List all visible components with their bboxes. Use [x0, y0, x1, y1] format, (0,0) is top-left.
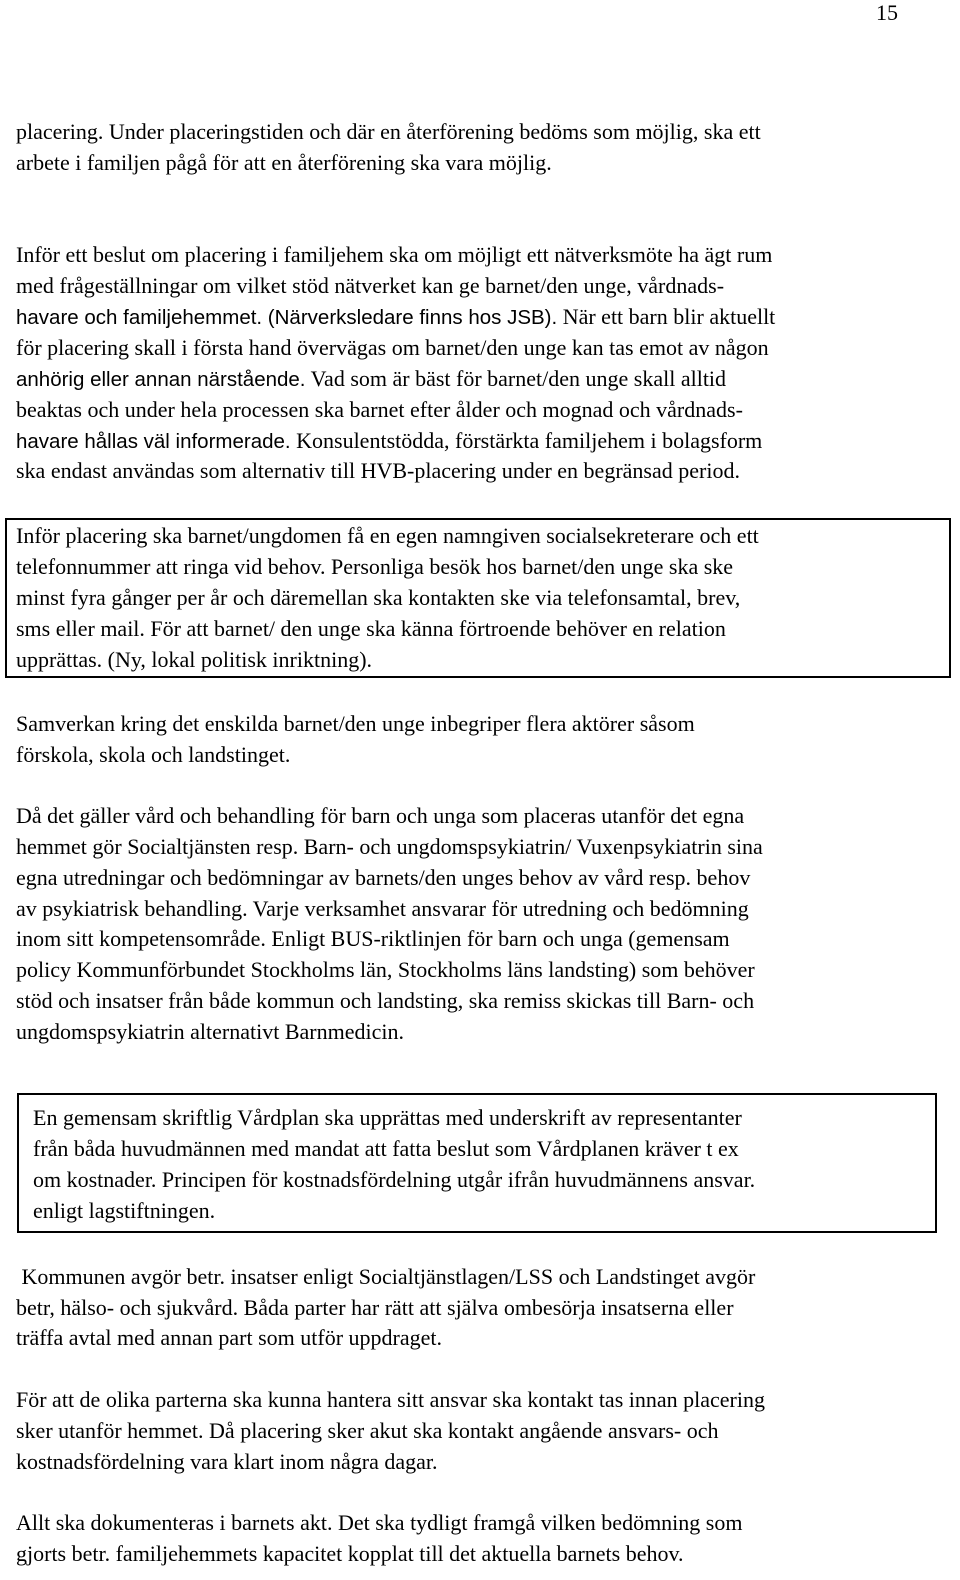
text-line: gjorts betr. familjehemmets kapacitet kopplat till det aktuella barnets behov. — [16, 1541, 684, 1566]
serif-segment: Konsulentstödda, förstärkta familjehem i bolagsform — [290, 428, 763, 453]
text-line: med frågeställningar om vilket stöd nätverket kan ge barnet/den unge, vårdnads- — [16, 273, 725, 298]
page-number: 15 — [876, 0, 898, 25]
text-line: betr, hälso- och sjukvård. Båda parter har rätt att själva ombesörja insatserna eller — [16, 1295, 734, 1320]
text-line: av psykiatrisk behandling. Varje verksamhet ansvarar för utredning och bedömning — [16, 896, 749, 921]
sans-segment: anhörig eller annan närstående. — [16, 368, 306, 391]
text-line: stöd och insatser från både kommun och landsting, ska remiss skickas till Barn- och — [16, 988, 755, 1013]
text-line: Då det gäller vård och behandling för barn och unga som placeras utanför det egna — [16, 803, 745, 828]
text-line: sms eller mail. För att barnet/ den unge ska känna förtroende behöver en relation — [16, 616, 726, 641]
text-line: arbete i familjen pågå för att en återförening ska vara möjlig. — [16, 150, 552, 175]
text-line: upprättas. (Ny, lokal politisk inriktning). — [16, 647, 373, 672]
serif-segment: Vad som är bäst för barnet/den unge skall alltid — [305, 366, 727, 391]
text-line: Allt ska dokumenteras i barnets akt. Det ska tydligt framgå vilken bedömning som — [16, 1510, 743, 1535]
text-line: Kommunen avgör betr. insatser enligt Socialtjänstlagen/LSS och Landstinget avgör — [16, 1264, 756, 1289]
text-line: inom sitt kompetensområde. Enligt BUS-riktlinjen för barn och unga (gemensam — [16, 926, 730, 951]
text-line: om kostnader. Principen för kostnadsfördelning utgår ifrån huvudmännens ansvar. — [33, 1167, 756, 1192]
text-line: För att de olika parterna ska kunna hantera sitt ansvar ska kontakt tas innan placering — [16, 1387, 765, 1412]
text-line: placering. Under placeringstiden och där en återförening bedöms som möjlig, ska ett — [16, 119, 761, 144]
text-line: Inför ett beslut om placering i familjehem ska om möjligt ett nätverksmöte ha ägt rum — [16, 242, 773, 267]
text-line: för placering skall i första hand övervägas om barnet/den unge kan tas emot av någon — [16, 335, 769, 360]
serif-segment: När ett barn blir aktuellt — [557, 304, 776, 329]
text-line: från båda huvudmännen med mandat att fatta beslut som Vårdplanen kräver t ex — [33, 1136, 739, 1161]
text-line — [16, 302, 775, 333]
text-line: enligt lagstiftningen. — [33, 1198, 216, 1223]
text-line — [16, 426, 762, 457]
text-line: sker utanför hemmet. Då placering sker akut ska kontakt angående ansvars- och — [16, 1418, 719, 1443]
text-line: policy Kommunförbundet Stockholms län, Stockholms läns landsting) som behöver — [16, 957, 755, 982]
text-line: hemmet gör Socialtjänsten resp. Barn- och ungdomspsykiatrin/ Vuxenpsykiatrin sina — [16, 834, 763, 859]
text-line: telefonnummer att ringa vid behov. Personliga besök hos barnet/den unge ska ske — [16, 554, 734, 579]
text-line: egna utredningar och bedömningar av barnets/den unges behov av vård resp. behov — [16, 865, 751, 890]
text-line — [16, 364, 726, 395]
text-line: En gemensam skriftlig Vårdplan ska upprättas med underskrift av representanter — [33, 1105, 742, 1130]
text-line: Inför placering ska barnet/ungdomen få en egen namngiven socialsekreterare och ett — [16, 523, 759, 548]
sans-segment: havare och familjehemmet. (Närverksledare finns hos JSB). — [16, 306, 558, 329]
text-line: förskola, skola och landstinget. — [16, 742, 291, 767]
text-line: kostnadsfördelning vara klart inom några dagar. — [16, 1449, 438, 1474]
sans-segment: havare hållas väl informerade. — [16, 430, 291, 453]
text-line: minst fyra gånger per år och däremellan ska kontakten ske via telefonsamtal, brev, — [16, 585, 741, 610]
text-line: ska endast användas som alternativ till HVB-placering under en begränsad period. — [16, 458, 740, 483]
text-line: ungdomspsykiatrin alternativt Barnmedicin. — [16, 1019, 404, 1044]
text-line: beaktas och under hela processen ska barnet efter ålder och mognad och vårdnads- — [16, 397, 743, 422]
text-line: Samverkan kring det enskilda barnet/den unge inbegriper flera aktörer såsom — [16, 711, 695, 736]
text-line: träffa avtal med annan part som utför uppdraget. — [16, 1325, 442, 1350]
